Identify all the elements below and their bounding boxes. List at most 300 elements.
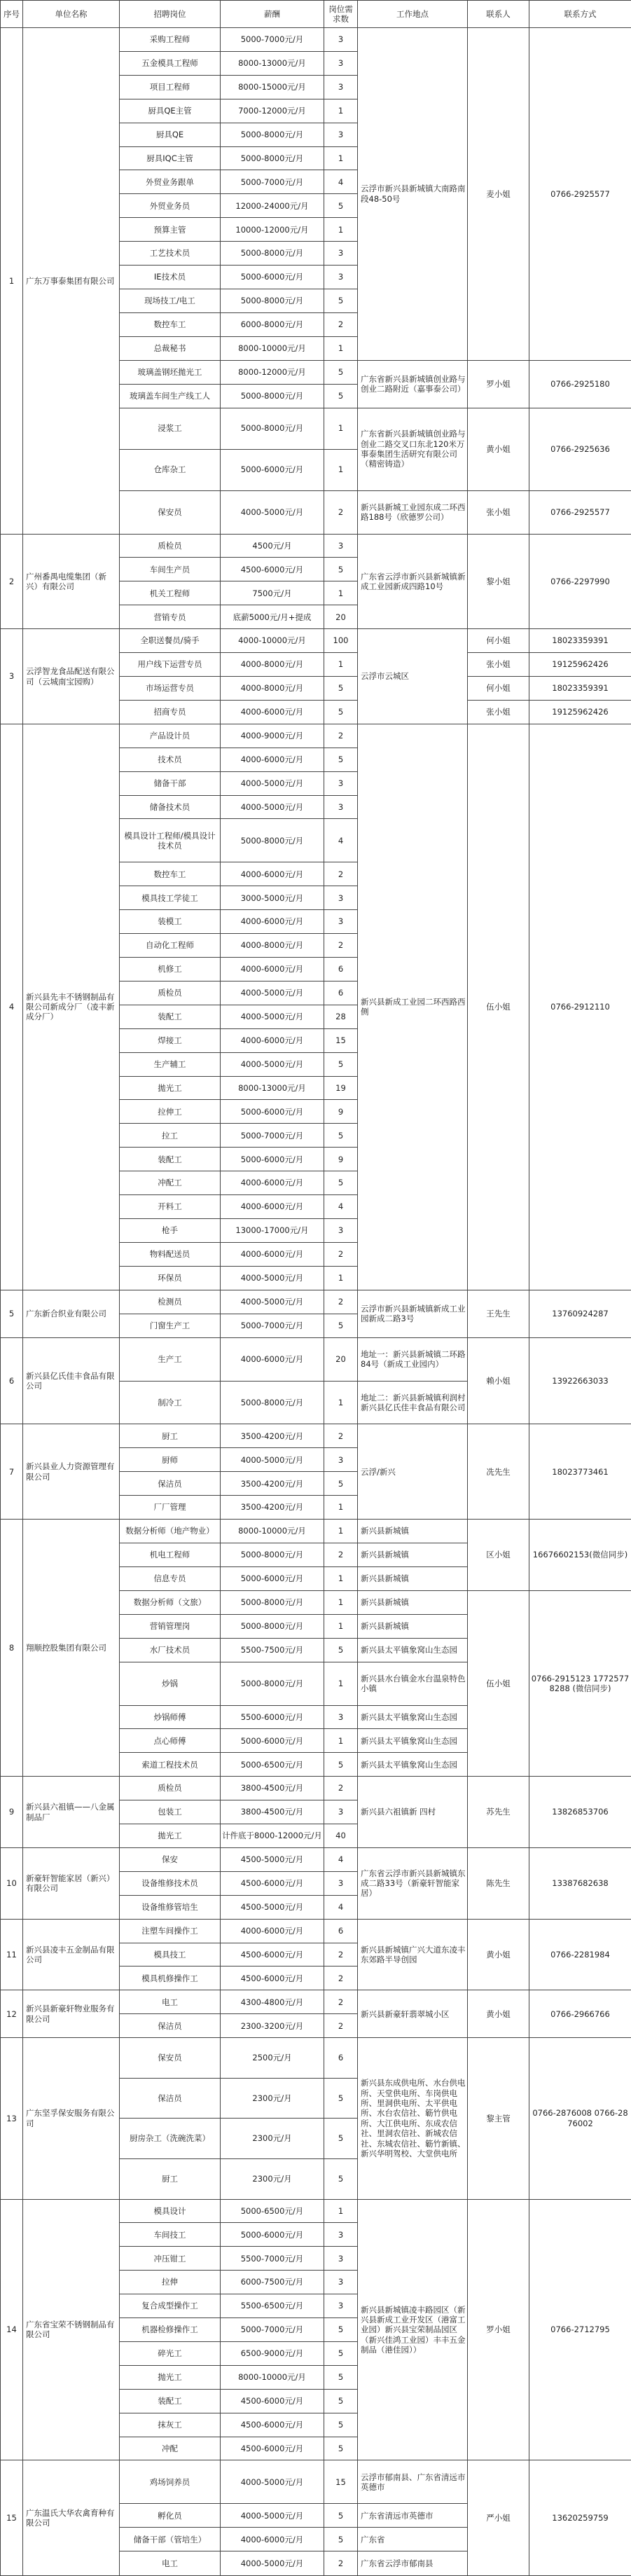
headcount: 2 [324,724,358,748]
position-name: 电工 [120,2551,221,2576]
salary: 4000-6000元/月 [221,1171,324,1195]
salary: 4000-5000元/月 [221,2551,324,2576]
table-row [1,1520,631,1543]
headcount: 2 [324,2014,358,2038]
work-location: 新兴县新城工业园东成二环西路188号（欣德罗公司） [358,490,468,534]
position-name: 冲配工 [120,1171,221,1195]
headcount: 3 [324,886,358,910]
header-company: 单位名称 [23,1,120,28]
salary: 5000-8000元/月 [221,408,324,449]
headcount: 2 [324,1943,358,1967]
position-name: 厂厂管理 [120,1496,221,1520]
contact-person: 何小姐 [468,629,529,653]
position-name: 工艺技术员 [120,242,221,266]
salary: 4000-6000元/月 [221,700,324,724]
position-name: 项目工程师 [120,75,221,99]
headcount: 1 [324,1590,358,1614]
contact-person: 罗小姐 [468,2199,529,2460]
headcount: 1 [324,1566,358,1590]
salary: 2300元/月 [221,2078,324,2119]
position-name: 仓库杂工 [120,449,221,490]
headcount: 3 [324,534,358,558]
header-contact: 联系人 [468,1,529,28]
position-name: 拉工 [120,1124,221,1148]
company-name: 新兴县新豪轩物业服务有限公司 [23,1990,120,2038]
headcount: 3 [324,2294,358,2318]
headcount: 3 [324,2223,358,2247]
position-name: 市场运营专员 [120,677,221,701]
salary: 4500元/月 [221,534,324,558]
headcount: 5 [324,2365,358,2389]
position-name: 储备干部 [120,771,221,795]
salary: 5000-6000元/月 [221,449,324,490]
work-location: 新兴县新城镇 [358,1590,468,1614]
headcount: 5 [324,1124,358,1148]
headcount: 9 [324,1148,358,1171]
position-name: 数据分析师（地产物业） [120,1520,221,1543]
table-row [1,1777,631,1800]
salary: 5000-6000元/月 [221,1729,324,1753]
position-name: 拉伸工 [120,1100,221,1124]
position-name: 焊接工 [120,1028,221,1052]
salary: 4000-8000元/月 [221,934,324,958]
company-name: 新兴县先丰不锈钢制品有限公司新成分厂（凌丰新成分厂） [23,724,120,1290]
position-name: 炒锅师傅 [120,1705,221,1729]
headcount: 5 [324,1472,358,1496]
salary: 4000-9000元/月 [221,724,324,748]
work-location: 新兴县东成供电所、水台供电所、天堂供电所、车岗供电所、里洞供电所、太平供电所、水台农信社、簕竹供电所、大江供电所、东成农信社、里洞农信社、新城农信社、东城农信社、簕竹新镇、新兴华明驾校、大堂供电所 [358,2038,468,2199]
company-name: 云浮智龙食品配送有限公司（云城南宝园购） [23,629,120,724]
headcount: 1 [324,218,358,242]
headcount: 2 [324,934,358,958]
position-name: 生产工 [120,1337,221,1381]
work-location: 新兴县新城镇凌丰路园区（新兴县新成工业开发区（港富工业园）新兴县宝荣制品园区（新兴佳鸿工业园）丰丰五金制品（港佳园）） [358,2199,468,2460]
work-location: 广东省新兴县新城镇创业路与创业二路交叉口东北120米万事泰集团生活研究有限公司（精密铸造） [358,408,468,490]
headcount: 2 [324,1990,358,2014]
headcount: 3 [324,266,358,289]
contact-person: 黄小姐 [468,1919,529,1990]
salary: 2300-3200元/月 [221,2014,324,2038]
work-location: 云浮市新兴县新城镇大南路南段48-50号 [358,28,468,361]
salary: 4500-5000元/月 [221,1895,324,1919]
contact-phone: 19125962426 [529,653,631,677]
headcount: 15 [324,1028,358,1052]
salary: 4000-6000元/月 [221,1919,324,1943]
contact-phone: 13826853706 [529,1777,631,1848]
salary: 4000-5000元/月 [221,771,324,795]
salary: 2300元/月 [221,2158,324,2199]
position-name: 外贸业务跟单 [120,170,221,194]
headcount: 2 [324,862,358,886]
table-row [1,629,631,653]
work-location: 云浮/新兴 [358,1424,468,1520]
salary: 5000-7000元/月 [221,2318,324,2342]
salary: 5000-8000元/月 [221,1614,324,1638]
headcount: 1 [324,1614,358,1638]
salary: 5000-8000元/月 [221,384,324,408]
work-location: 新兴县水台镇金水台温泉特色小镇 [358,1662,468,1705]
position-name: 用户线下运营专员 [120,653,221,677]
headcount: 19 [324,1076,358,1100]
position-name: 质检员 [120,981,221,1005]
salary: 5000-8000元/月 [221,1381,324,1424]
contact-person: 何小姐 [468,677,529,701]
headcount: 40 [324,1824,358,1848]
salary: 10000-12000元/月 [221,218,324,242]
salary: 8000-10000元/月 [221,336,324,360]
salary: 4000-10000元/月 [221,629,324,653]
position-name: 开料工 [120,1195,221,1219]
position-name: 保洁员 [120,1472,221,1496]
salary: 4000-6000元/月 [221,958,324,982]
work-location: 广东省 [358,2528,468,2551]
salary: 4000-6000元/月 [221,862,324,886]
position-name: 现场技工/电工 [120,289,221,312]
table-row [1,2460,631,2504]
company-name: 新兴县亿氏佳丰食品有限公司 [23,1337,120,1424]
position-name: 装模工 [120,910,221,934]
headcount: 4 [324,1847,358,1871]
headcount: 2 [324,1290,358,1314]
work-location: 新兴县新城镇广兴大道东凌丰东郊路半导创园 [358,1919,468,1990]
work-location: 新兴县新豪轩翡翠城小区 [358,1990,468,2038]
salary: 4500-6000元/月 [221,558,324,581]
position-name: 注塑车间操作工 [120,1919,221,1943]
header-no: 序号 [1,1,23,28]
work-location: 广东省云浮市新兴县新城镇新成工业园新成四路10号 [358,534,468,629]
work-location: 新兴县新成工业园二环西路西侧 [358,724,468,1290]
headcount: 6 [324,2038,358,2079]
salary: 4000-6000元/月 [221,1337,324,1381]
headcount: 3 [324,1448,358,1472]
position-name: 孵化员 [120,2504,221,2528]
contact-person: 严小姐 [468,2460,529,2576]
salary: 4000-6000元/月 [221,748,324,771]
contact-phone: 0766-2297990 [529,534,631,629]
position-name: 点心师傅 [120,1729,221,1753]
headcount: 15 [324,2460,358,2504]
contact-phone: 0766-2925577 [529,490,631,534]
contact-person: 陈先生 [468,1847,529,1919]
position-name: 机电工程师 [120,1543,221,1567]
position-name: 鸡场饲养员 [120,2460,221,2504]
position-name: 信息专员 [120,1566,221,1590]
salary: 6000-7500元/月 [221,2271,324,2294]
work-location: 新兴县太平镇象窝山生态园 [358,1705,468,1729]
position-name: 模具机修操作工 [120,1967,221,1990]
salary: 5000-8000元/月 [221,819,324,862]
contact-person: 张小姐 [468,653,529,677]
headcount: 3 [324,1800,358,1824]
headcount: 5 [324,1171,358,1195]
table-row [1,724,631,748]
salary: 4000-5000元/月 [221,1005,324,1028]
headcount: 5 [324,2389,358,2413]
headcount: 2 [324,2551,358,2576]
headcount: 2 [324,490,358,534]
position-name: 设备维修技术员 [120,1871,221,1895]
salary: 13000-17000元/月 [221,1219,324,1243]
contact-phone: 0766-2281984 [529,1919,631,1990]
work-location: 地址一：新兴县新城镇二环路84号（新成工业园内） [358,1337,468,1381]
salary: 4000-6000元/月 [221,1242,324,1266]
headcount: 1 [324,99,358,123]
salary: 5000-6000元/月 [221,1148,324,1171]
headcount: 1 [324,449,358,490]
position-name: 枪手 [120,1219,221,1243]
company-number: 13 [1,2038,23,2199]
contact-phone: 0766-2876008 0766-2876002 [529,2038,631,2199]
company-number: 15 [1,2460,23,2576]
contact-phone: 0766-2925636 [529,408,631,490]
company-name: 新兴县业人力资源管理有限公司 [23,1424,120,1520]
salary: 5000-8000元/月 [221,242,324,266]
position-name: 检测员 [120,1290,221,1314]
company-name: 新兴县凌丰五金制品有限公司 [23,1919,120,1990]
headcount: 6 [324,958,358,982]
position-name: 产品设计员 [120,724,221,748]
header-location: 工作地点 [358,1,468,28]
position-name: 炒锅 [120,1662,221,1705]
salary: 4000-5000元/月 [221,1448,324,1472]
headcount: 9 [324,1100,358,1124]
headcount: 5 [324,700,358,724]
salary: 4000-5000元/月 [221,1266,324,1290]
position-name: 厨具IQC主管 [120,146,221,170]
position-name: 招商专员 [120,700,221,724]
headcount: 3 [324,28,358,52]
work-location: 广东省新兴县新城镇创业路与创业二路附近（嘉事泰公司） [358,360,468,408]
position-name: 抹灰工 [120,2413,221,2437]
contact-phone: 0766-2915123 17725778288 (微信同步) [529,1590,631,1776]
salary: 12000-24000元/月 [221,194,324,218]
headcount: 3 [324,2271,358,2294]
salary: 3500-4200元/月 [221,1496,324,1520]
position-name: 采购工程师 [120,28,221,52]
position-name: 营销专员 [120,605,221,629]
company-number: 12 [1,1990,23,2038]
salary: 3500-4200元/月 [221,1472,324,1496]
position-name: 五金模具工程师 [120,51,221,75]
salary: 5000-6000元/月 [221,1100,324,1124]
salary: 8000-10000元/月 [221,1520,324,1543]
salary: 8000-15000元/月 [221,75,324,99]
position-name: 碎光工 [120,2341,221,2365]
position-name: 模具设计工程师/模具设计技术员 [120,819,221,862]
salary: 5000-8000元/月 [221,1662,324,1705]
headcount: 3 [324,2247,358,2271]
table-row [1,2199,631,2223]
position-name: 自动化工程师 [120,934,221,958]
headcount: 3 [324,75,358,99]
position-name: 全职送餐员/骑手 [120,629,221,653]
table-row [1,534,631,558]
headcount: 5 [324,558,358,581]
position-name: 拉伸 [120,2271,221,2294]
contact-phone: 13620259759 [529,2460,631,2576]
salary: 4500-6000元/月 [221,2389,324,2413]
salary: 3500-4200元/月 [221,1424,324,1448]
contact-phone: 0766-2712795 [529,2199,631,2460]
salary: 5500-6500元/月 [221,2294,324,2318]
headcount: 100 [324,629,358,653]
position-name: 包装工 [120,1800,221,1824]
salary: 4500-6000元/月 [221,1943,324,1967]
contact-person: 张小姐 [468,490,529,534]
headcount: 5 [324,2318,358,2342]
position-name: 模具设计 [120,2199,221,2223]
position-name: 冲压钳工 [120,2247,221,2271]
position-name: 预算主管 [120,218,221,242]
company-name: 广东温氏大华农禽育种有限公司 [23,2460,120,2576]
position-name: 保洁员 [120,2014,221,2038]
salary: 3800-4500元/月 [221,1800,324,1824]
headcount: 20 [324,605,358,629]
work-location: 云浮市新兴县新城镇新成工业园新成二路3号 [358,1290,468,1337]
headcount: 5 [324,289,358,312]
table-header-row [1,1,631,28]
header-position: 招聘岗位 [120,1,221,28]
table-body [1,28,631,2576]
work-location: 广东省云浮市新兴县新城镇东成二路33号（新豪轩智能家居） [358,1847,468,1919]
position-name: 数控车工 [120,862,221,886]
contact-phone: 0766-2912110 [529,724,631,1290]
salary: 4500-6000元/月 [221,1871,324,1895]
position-name: 车间生产员 [120,558,221,581]
contact-person: 黄小姐 [468,1990,529,2038]
position-name: 模具技工 [120,1943,221,1967]
contact-person: 苏先生 [468,1777,529,1848]
company-name: 翔顺控股集团有限公司 [23,1520,120,1777]
contact-person: 伍小姐 [468,1590,529,1776]
salary: 5000-7000元/月 [221,170,324,194]
position-name: 营销管理岗 [120,1614,221,1638]
table-row [1,1847,631,1871]
position-name: 保洁员 [120,2078,221,2119]
company-number: 5 [1,1290,23,1337]
headcount: 1 [324,1729,358,1753]
headcount: 1 [324,2199,358,2223]
work-location: 新兴县太平镇象窝山生态园 [358,1729,468,1753]
position-name: 机器检修操作工 [120,2318,221,2342]
salary: 5000-7000元/月 [221,28,324,52]
work-location: 新兴县新城镇 [358,1543,468,1567]
headcount: 5 [324,2437,358,2460]
headcount: 1 [324,408,358,449]
position-name: 浸浆工 [120,408,221,449]
salary: 4300-4800元/月 [221,1990,324,2014]
headcount: 3 [324,795,358,819]
company-number: 14 [1,2199,23,2460]
salary: 4000-8000元/月 [221,653,324,677]
headcount: 2 [324,1543,358,1567]
company-number: 4 [1,724,23,1290]
headcount: 1 [324,1381,358,1424]
headcount: 5 [324,1753,358,1777]
salary: 4500-5000元/月 [221,1847,324,1871]
position-name: 技术员 [120,748,221,771]
headcount: 5 [324,677,358,701]
salary: 4000-6000元/月 [221,1028,324,1052]
headcount: 3 [324,910,358,934]
position-name: 环保员 [120,1266,221,1290]
salary: 8000-10000元/月 [221,2365,324,2389]
position-name: 拋光工 [120,1824,221,1848]
position-name: 玻璃盖钢坯拋光工 [120,360,221,384]
headcount: 5 [324,194,358,218]
contact-person: 黎小姐 [468,534,529,629]
headcount: 2 [324,312,358,336]
headcount: 5 [324,2413,358,2437]
salary: 4000-5000元/月 [221,795,324,819]
salary: 4000-5000元/月 [221,1290,324,1314]
contact-phone: 18023773461 [529,1424,631,1520]
position-name: 物料配送员 [120,1242,221,1266]
headcount: 3 [324,1871,358,1895]
salary: 2300元/月 [221,2119,324,2159]
headcount: 5 [324,360,358,384]
salary: 8000-13000元/月 [221,51,324,75]
position-name: 装配工 [120,1005,221,1028]
position-name: 数据分析师（文旅） [120,1590,221,1614]
table-row [1,1919,631,1943]
headcount: 1 [324,653,358,677]
contact-phone: 18023359391 [529,677,631,701]
company-number: 7 [1,1424,23,1520]
salary: 8000-13000元/月 [221,1076,324,1100]
work-location: 广东省清远市英德市 [358,2504,468,2528]
position-name: 储备干部（管培生） [120,2528,221,2551]
company-name: 新兴县六祖镇——八金属制品厂 [23,1777,120,1848]
headcount: 5 [324,1638,358,1662]
salary: 5000-7000元/月 [221,1124,324,1148]
company-number: 9 [1,1777,23,1848]
position-name: 总裁秘书 [120,336,221,360]
position-name: 装配工 [120,2389,221,2413]
position-name: IE技术员 [120,266,221,289]
position-name: 电工 [120,1990,221,2014]
table-row [1,1990,631,2014]
position-name: 外贸业务员 [120,194,221,218]
salary: 8000-12000元/月 [221,360,324,384]
headcount: 3 [324,771,358,795]
contact-person: 张小姐 [468,700,529,724]
contact-person: 黄小姐 [468,408,529,490]
company-name: 广东坚孚保安服务有限公司 [23,2038,120,2199]
work-location: 云浮市云城区 [358,629,468,724]
salary: 5000-8000元/月 [221,146,324,170]
salary: 4000-5000元/月 [221,2504,324,2528]
salary: 4000-8000元/月 [221,677,324,701]
work-location: 新兴县新城镇 [358,1566,468,1590]
salary: 3800-4500元/月 [221,1777,324,1800]
contact-phone: 0766-2925577 [529,28,631,361]
contact-phone: 13922663033 [529,1337,631,1424]
headcount: 3 [324,51,358,75]
company-number: 8 [1,1520,23,1777]
headcount: 20 [324,1337,358,1381]
company-number: 2 [1,534,23,629]
position-name: 设备维修管培生 [120,1895,221,1919]
headcount: 1 [324,1266,358,1290]
headcount: 5 [324,2158,358,2199]
position-name: 厨具QE主管 [120,99,221,123]
headcount: 5 [324,2119,358,2159]
work-location: 新兴县新城镇 [358,1520,468,1543]
salary: 5000-6000元/月 [221,2223,324,2247]
salary: 5000-8000元/月 [221,123,324,146]
contact-phone: 13760924287 [529,1290,631,1337]
